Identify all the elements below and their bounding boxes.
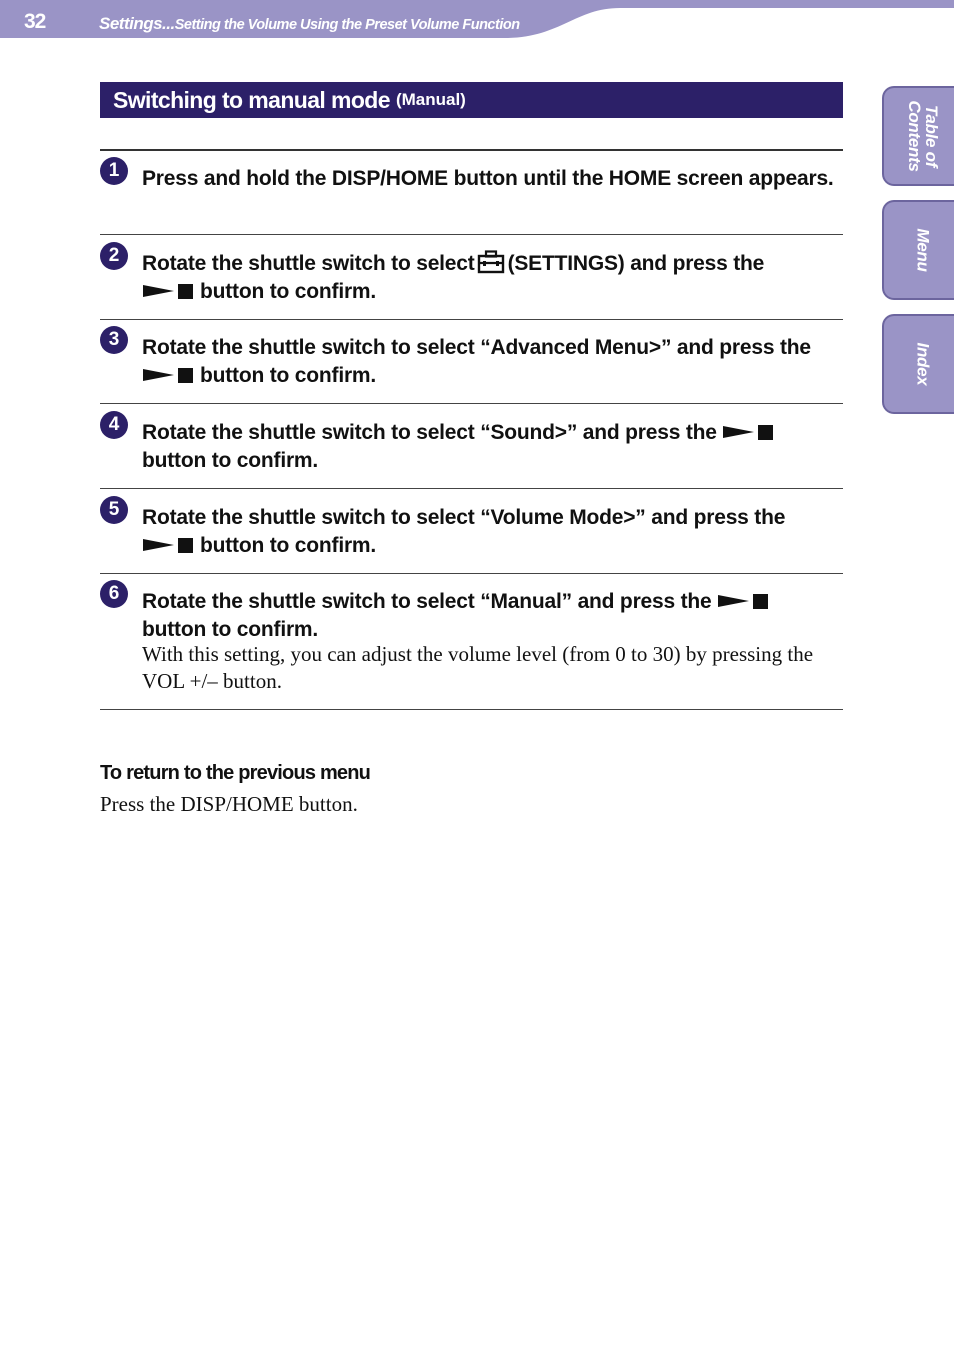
tab-table-of-contents-label: Table of Contents — [905, 100, 941, 172]
tab-index-label: Index — [913, 342, 933, 386]
tab-index[interactable] — [882, 314, 954, 414]
step-2-text-mid: (SETTINGS) and press the — [507, 252, 765, 275]
step-number-badge: 4 — [100, 411, 128, 439]
divider — [100, 149, 843, 151]
play-stop-icon — [142, 536, 196, 554]
settings-toolbox-icon — [477, 250, 505, 274]
step-5-text-before: Rotate the shuttle switch to select “Volume Mode>” and press the — [142, 506, 786, 529]
step-6-text-before: Rotate the shuttle switch to select “Manual” and press the — [142, 590, 712, 613]
step-5-text-after: button to confirm. — [200, 534, 377, 557]
step-2-text-before: Rotate the shuttle switch to select — [142, 252, 475, 275]
step-2-text-after: button to confirm. — [200, 280, 377, 303]
play-stop-icon — [722, 423, 776, 441]
divider — [100, 573, 843, 574]
step-text — [142, 588, 850, 644]
breadcrumb — [99, 14, 520, 34]
divider — [100, 488, 843, 489]
step-number-badge: 2 — [100, 242, 128, 270]
step-number-badge: 3 — [100, 326, 128, 354]
step-4-text-before: Rotate the shuttle switch to select “Sound>” and press the — [142, 421, 717, 444]
step-number-badge: 5 — [100, 496, 128, 524]
breadcrumb-section[interactable]: Settings... — [99, 14, 175, 33]
play-stop-icon — [717, 592, 771, 610]
step-1-text: Press and hold the DISP/HOME button until the HOME screen appears. — [142, 167, 834, 190]
return-body: Press the DISP/HOME button. — [100, 792, 358, 816]
step-text — [142, 334, 850, 390]
step-text — [142, 504, 850, 560]
page-number: 32 — [24, 10, 46, 33]
section-title: Switching to manual mode — [113, 86, 390, 113]
play-stop-icon — [142, 282, 196, 300]
divider — [100, 403, 843, 404]
step-6-note: With this setting, you can adjust the volume level (from 0 to 30) by pressing the VOL +/– button. — [142, 642, 814, 693]
divider — [100, 709, 843, 710]
step-3-text-before: Rotate the shuttle switch to select “Advanced Menu>” and press the — [142, 336, 811, 359]
divider — [100, 234, 843, 235]
play-stop-icon — [142, 366, 196, 384]
step-3-text-after: button to confirm. — [200, 364, 377, 387]
step-text — [142, 419, 850, 475]
tab-menu[interactable] — [882, 200, 954, 300]
step-number-badge: 1 — [100, 157, 128, 185]
section-subtitle: (Manual) — [395, 90, 466, 109]
tab-table-of-contents[interactable] — [882, 86, 954, 186]
step-number-badge: 6 — [100, 580, 128, 608]
step-4-text-after: button to confirm. — [142, 449, 319, 472]
step-text — [142, 250, 850, 306]
step-text — [142, 165, 850, 193]
divider — [100, 319, 843, 320]
section-title-bar — [100, 82, 843, 118]
tab-menu-label: Menu — [913, 228, 933, 272]
breadcrumb-page: Setting the Volume Using the Preset Volume Function — [174, 17, 520, 33]
return-heading: To return to the previous menu — [100, 762, 371, 784]
header-band — [0, 0, 954, 40]
step-6-text-after: button to confirm. — [142, 618, 319, 641]
